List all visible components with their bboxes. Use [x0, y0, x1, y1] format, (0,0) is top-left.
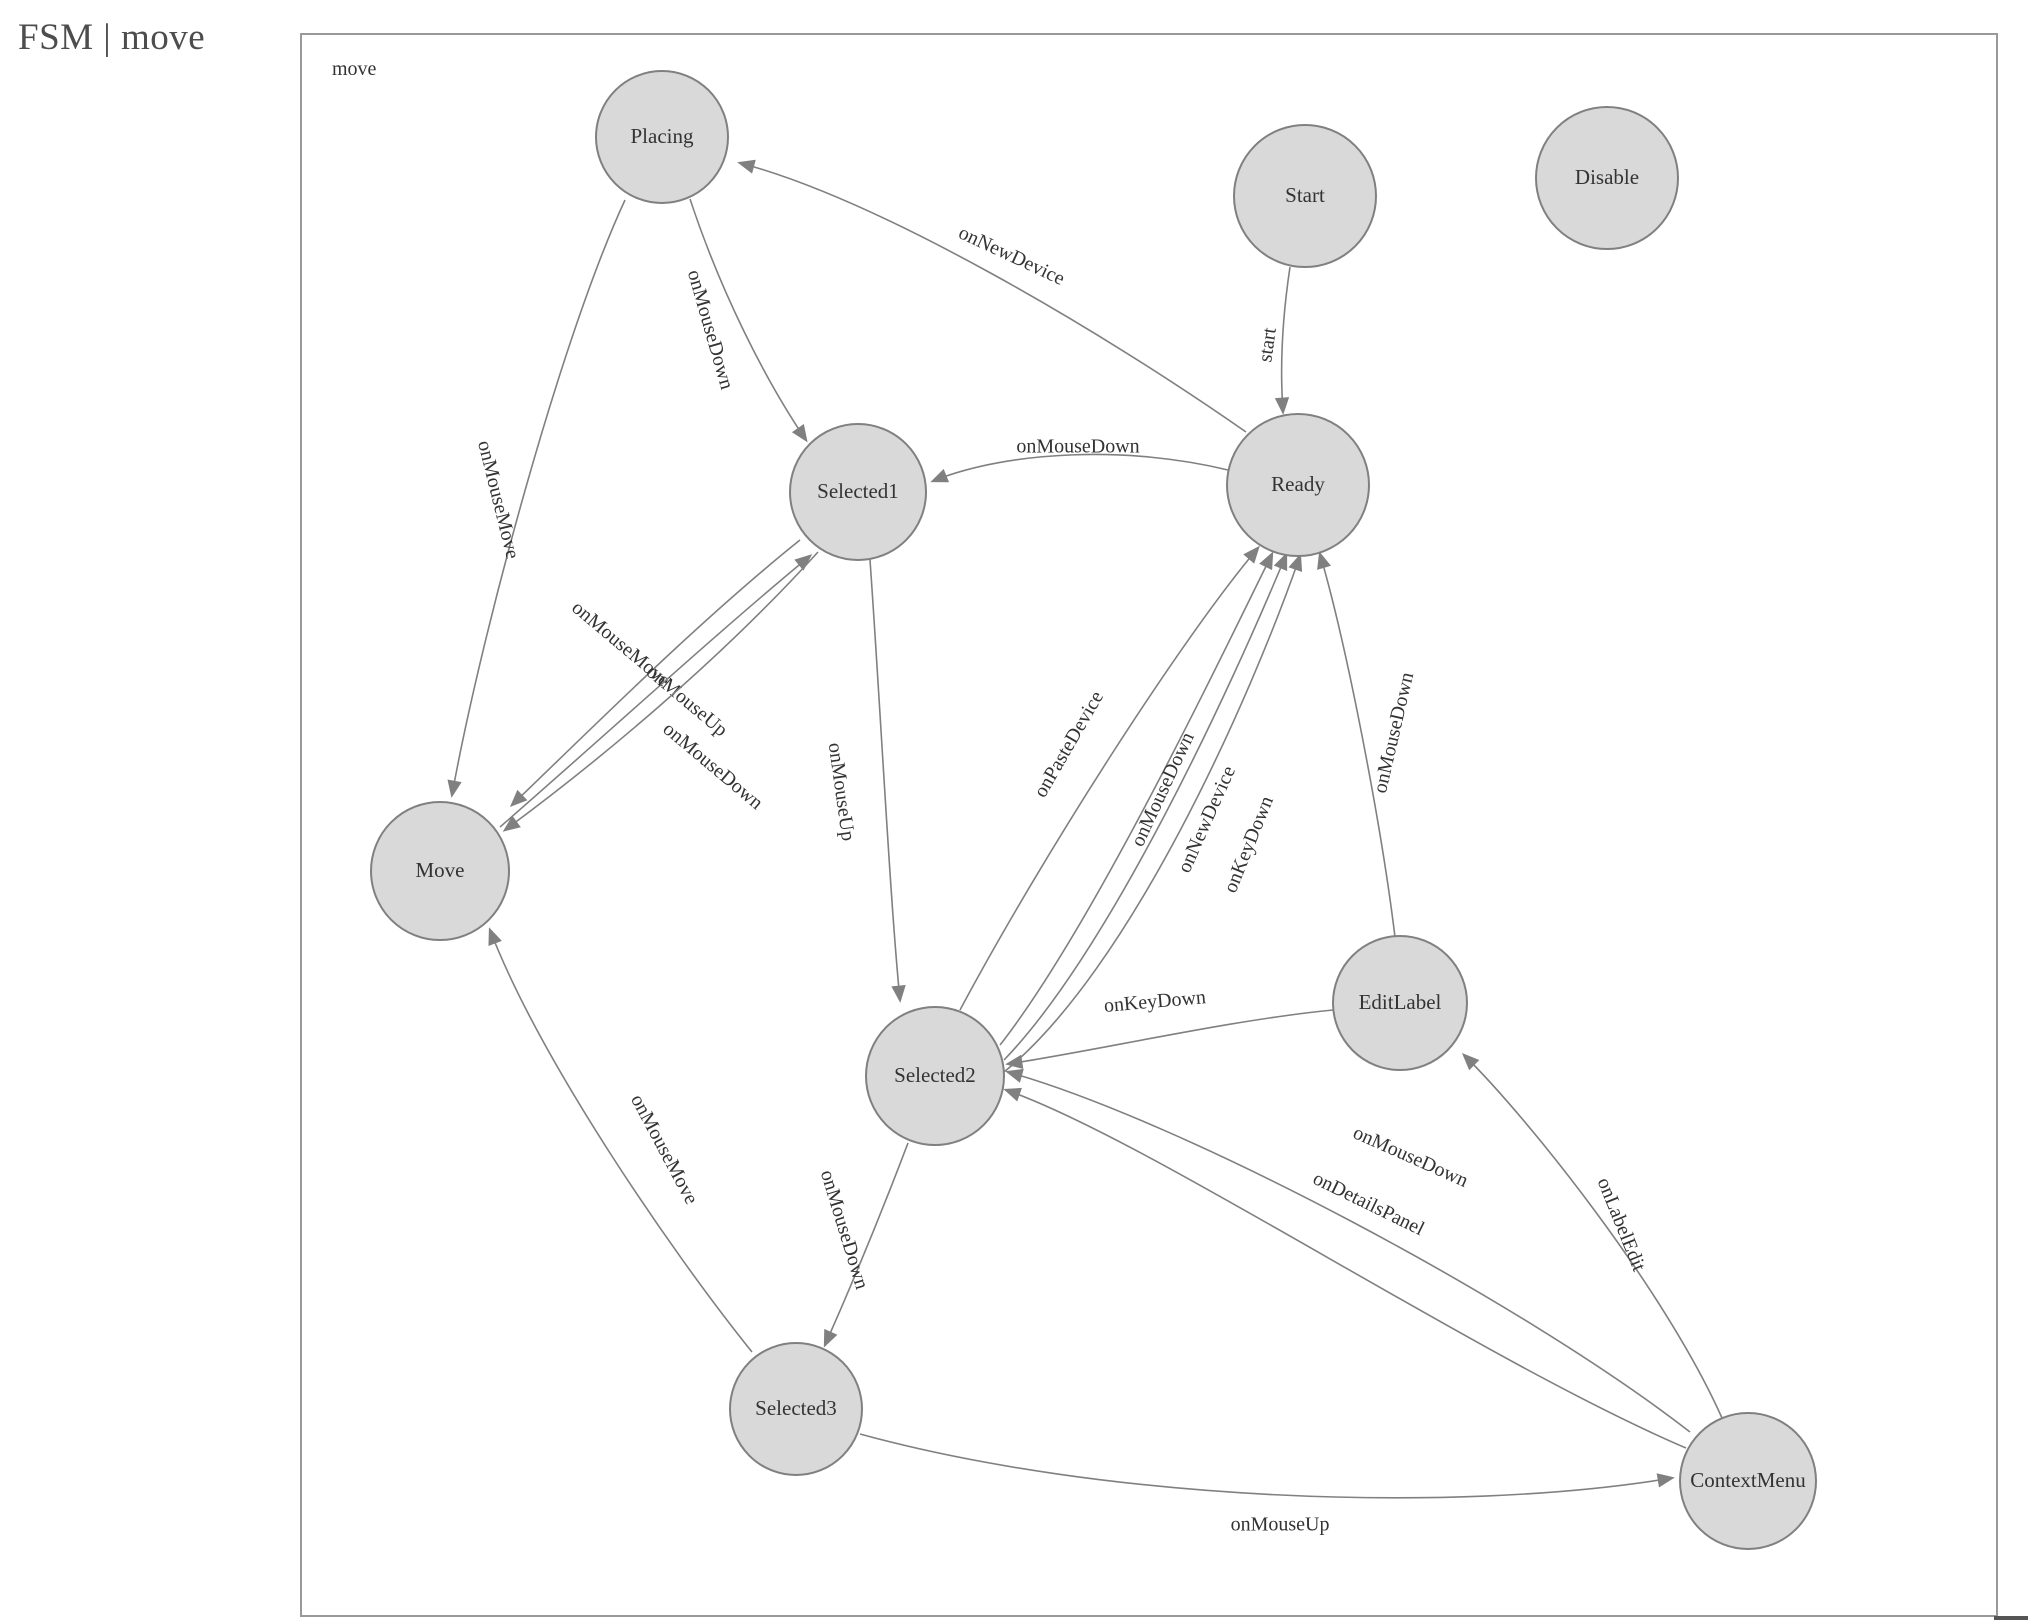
edge-placing-move — [452, 200, 625, 795]
edge-label-selected2-ready: onPasteDevice — [1029, 687, 1109, 802]
edge-label-selected1-move-2: onMouseDown — [658, 717, 768, 814]
edge-selected2-ready-2 — [1000, 554, 1272, 1045]
node-disable[interactable] — [1536, 107, 1678, 249]
page-title: FSM | move — [18, 17, 206, 58]
node-label-disable: Disable — [1574, 164, 1640, 189]
edge-ready-selected1 — [933, 454, 1228, 481]
edge-ready-placing — [740, 163, 1246, 432]
edge-label-selected3-move: onMouseMove — [626, 1090, 703, 1208]
edge-label-selected3-contextmenu: onMouseUp — [1230, 1513, 1330, 1536]
edge-label-contextmenu-selected2: onMouseDown — [1349, 1121, 1472, 1192]
corner-mark — [1994, 1616, 2028, 1620]
node-contextmenu[interactable] — [1680, 1413, 1816, 1549]
node-move[interactable] — [371, 802, 509, 940]
edge-label-editlabel-ready: onMouseDown — [1369, 670, 1419, 796]
node-selected1[interactable] — [790, 424, 926, 560]
edge-label-contextmenu-selected2-2: onDetailsPanel — [1309, 1167, 1428, 1241]
edge-editlabel-selected2 — [1008, 1010, 1333, 1064]
edge-contextmenu-selected2 — [1008, 1072, 1690, 1432]
edge-label-ready-selected1: onMouseDown — [1016, 435, 1140, 458]
node-ready[interactable] — [1227, 414, 1369, 556]
node-start[interactable] — [1234, 125, 1376, 267]
edge-move-selected1 — [500, 556, 810, 827]
edge-label-ready-placing: onNewDevice — [955, 221, 1069, 290]
edge-selected1-selected2 — [870, 560, 900, 1000]
node-label-selected1: Selected1 — [817, 478, 899, 503]
edge-label-editlabel-selected2: onKeyDown — [1103, 986, 1207, 1018]
edge-label-selected2-ready-4: onKeyDown — [1219, 792, 1279, 896]
edge-label-contextmenu-editlabel: onLabelEdit — [1592, 1174, 1651, 1275]
edge-selected3-contextmenu — [860, 1434, 1672, 1498]
node-selected2[interactable] — [866, 1007, 1004, 1145]
node-editlabel[interactable] — [1333, 936, 1467, 1070]
node-label-placing: Placing — [630, 123, 694, 148]
edge-label-selected2-selected3: onMouseDown — [815, 1167, 873, 1292]
node-selected3[interactable] — [730, 1343, 862, 1475]
edge-selected3-move — [490, 930, 752, 1352]
edges-layer — [452, 163, 1722, 1536]
edge-label-placing-move: onMouseMove — [473, 438, 524, 562]
node-label-selected2: Selected2 — [894, 1062, 976, 1087]
edge-label-selected1-move: onMouseMove — [567, 596, 675, 692]
frame-label: move — [332, 58, 377, 80]
node-label-move: Move — [415, 857, 465, 882]
node-label-start: Start — [1285, 182, 1325, 207]
node-label-editlabel: EditLabel — [1358, 989, 1442, 1014]
edge-label-selected2-ready-2: onMouseDown — [1126, 728, 1199, 850]
edge-start-ready — [1282, 267, 1290, 412]
edge-contextmenu-selected2-2 — [1006, 1090, 1686, 1448]
edge-label-selected1-selected2: onMouseUp — [823, 741, 860, 843]
node-label-contextmenu: ContextMenu — [1690, 1467, 1806, 1492]
edge-label-selected2-ready-3: onNewDevice — [1173, 762, 1241, 877]
node-placing[interactable] — [596, 71, 728, 203]
edge-label-move-selected1: onMouseUp — [641, 660, 732, 742]
edge-label-start: start — [1254, 326, 1281, 364]
edge-label-placing-selected1: onMouseDown — [682, 267, 738, 392]
node-label-selected3: Selected3 — [755, 1395, 837, 1420]
node-label-ready: Ready — [1271, 471, 1325, 496]
